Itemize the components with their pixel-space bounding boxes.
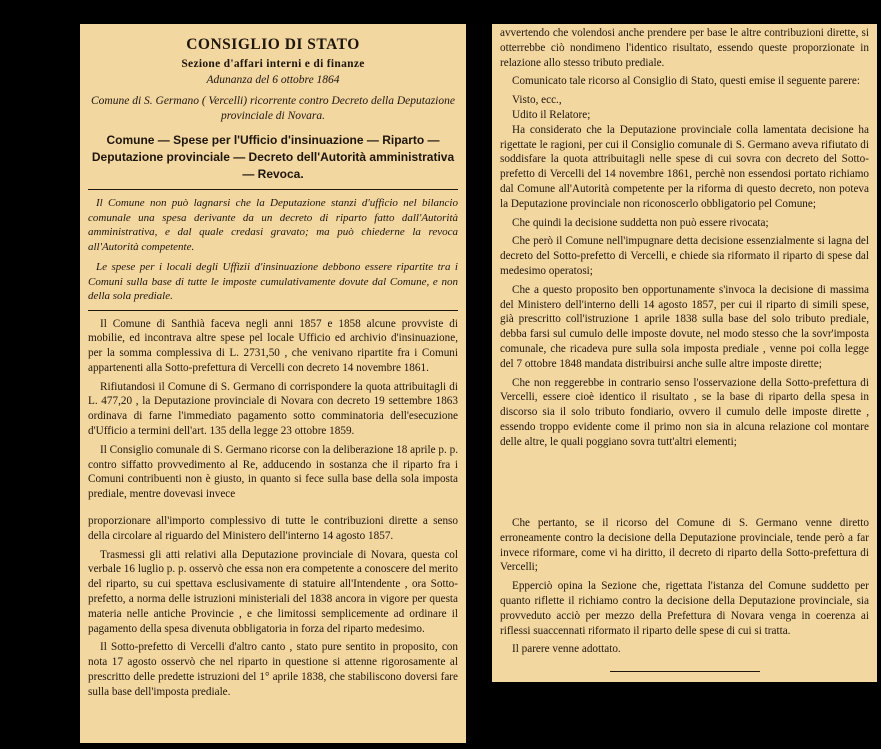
article-column-top-left xyxy=(80,24,466,514)
paragraph: Il Sotto-prefetto di Vercelli d'altro canto , stato pure sentito in proposito, con nota 17 agosto osservò che nel riparto in questione si attenne rigorosamente al prescritto delle predette istruzioni del 1° aprile 1838, che stabiliscono doversi fare sulla base dell'imposta prediale. xyxy=(88,641,458,698)
paragraph: Il Comune di Santhià faceva negli anni 1857 e 1858 alcune provviste di mobilie, ed incontrava altre spese pel locale Ufficio ed archivio d'insinuazione, per la somma complessiva di L. 2731,50 , che venivano ripartite fra i Comuni appartenenti alla Sotto-prefettura di Vercelli con decreto 14 novembre 1861. xyxy=(88,317,458,374)
paragraph: Trasmessi gli atti relativi alla Deputazione provinciale di Novara, questa col verbale 16 luglio p. p. osservò che essa non era competente a conoscere del merito del riparto, su cui spettava esclusivamente di statuire all'Intendente , ora Sotto-prefetto, a norma delle istruzioni ministeriali del 1838 ancora in vigore per questa materia nelle antiche Provincie , e che limitossi semplicemente ad ordinare il pagamento della spesa divenuta obbligatoria in forza del riparto medesimo. xyxy=(88,548,458,635)
paragraph: Che non reggerebbe in contrario senso l'osservazione della Sotto-prefettura di Vercelli, essere cioè identico il risultato , se la base di riparto della spesa in discorso sia il solo tributo fondiario, ovvero il cumulo delle imposte dirette , essendo troppo evidente come il primo non sia in alcuna relazione col montare delle altre, le quali poggiano sovra tutt'altri elementi; xyxy=(500,376,869,448)
paragraph: Che a questo proposito ben opportunamente s'invoca la decisione di massima del Ministero dell'interno delli 14 agosto 1857, per cui il riparto di simili spese, già prescritto coll'istruzione 1 aprile 1838 sulla base del solo tributo prediale, debba farsi sul cumulo delle imposte dovute, nel modo stesso che la sovr'imposta comunale, che ricadeva pure sulla sola imposta prediale , venne poi colla legge del 7 ottobre 1848 mandata distribuirsi anche sulle altre imposte dirette; xyxy=(500,283,869,370)
section-heading: Sezione d'affari interni e di finanze xyxy=(181,58,365,70)
paragraph: Ha considerato che la Deputazione provinciale colla lamentata decisione ha rigettate le ragioni, per cui il Consiglio comunale di S. Germano aveva rifiutato di soddisfare la quota attribuitagli nelle spese di cui sovra con decreto del Sotto-prefetto di Vercelli del 14 novembre 1861, perchè non essendosi portato richiamo dal Comune all'Autorità competente per la riforma di questo decreto, non poteva la Deputazione provinciale non riconoscerlo obbligatorio pel Comune; xyxy=(500,123,869,210)
maxim-second: Le spese per i locali degli Uffizii d'insinuazione debbono essere ripartite tra i Comuni sulla base di tutte le imposte cumulativamente dovute dal Comune, e non della sola prediale. xyxy=(88,261,458,302)
end-rule xyxy=(610,671,760,672)
meeting-date: Adunanza del 6 ottobre 1864 xyxy=(206,74,340,86)
paragraph: Che però il Comune nell'impugnare detta decisione essenzialmente si lagna del decreto del Sotto-prefetto di Vercelli, e chiede sia riformato il riparto di spese dal medesimo operatosi; xyxy=(500,235,869,277)
paragraph: Che quindi la decisione suddetta non può essere rivocata; xyxy=(512,216,769,229)
article-column-bottom-left xyxy=(80,510,466,743)
paragraph: Il Consiglio comunale di S. Germano ricorse con la deliberazione 18 aprile p. p. contro siffatto provvedimento al Re, adducendo in sostanza che il riparto fra i Comuni contribuenti non è giusto, in quanto si fece sulla base della sola imposta prediale, mentre dovevasi invece xyxy=(88,443,458,501)
maxim-first: Il Comune non può lagnarsi che la Deputazione stanzi d'ufficio nel bilancio comunale una spesa derivante da un decreto di riparto fatto dall'Autorità amministrativa, e dal quale credasi gravato; ma può chiederne la revoca all'Autorità competente. xyxy=(88,197,458,253)
closing-line: Il parere venne adottato. xyxy=(512,643,621,656)
document-title: CONSIGLIO DI STATO xyxy=(186,36,360,53)
paragraph: avvertendo che volendosi anche prendere per base le altre contribuzioni dirette, si otterrebbe ciò nondimeno l'identico risultato, essendo queste proporzionate in relazione allo stesso tributo prediale. xyxy=(500,27,869,69)
relatore-line: Udito il Relatore; xyxy=(512,108,591,121)
paragraph: Epperciò opina la Sezione che, rigettata l'istanza del Comune suddetto per quanto riflette il richiamo contro la decisione della Deputazione provinciale, sia provveduto acciò per mezzo della Prefettura di Novara venga in coerenza ai riflessi suaccennati riformato il riparto delle spese di cui si tratta. xyxy=(500,580,869,637)
case-subject: Comune di S. Germano ( Vercelli) ricorrente contro Decreto della Deputazione provinciale di Novara. xyxy=(91,95,455,122)
article-column-top-right xyxy=(492,24,877,512)
visto-line: Visto, ecc., xyxy=(512,94,562,107)
article-column-bottom-right xyxy=(492,512,877,682)
paragraph: proporzionare all'importo complessivo di tutte le contribuzioni dirette a senso della circolare al riguardo del Ministero dell'interno 14 agosto 1857. xyxy=(88,515,458,542)
paragraph: Comunicato tale ricorso al Consiglio di Stato, questi emise il seguente parere: xyxy=(512,75,860,88)
divider xyxy=(88,189,458,190)
keywords-line: Comune — Spese per l'Ufficio d'insinuazione — Riparto — Deputazione provinciale — Decreto dell'Autorità amministrativa — Revoca. xyxy=(91,133,455,181)
divider xyxy=(88,310,458,311)
paragraph: Che pertanto, se il ricorso del Comune di S. Germano venne diretto erroneamente contro la decisione della Deputazione provinciale, tende però a far invece riformare, come vi ha diritto, il decreto di riparto della Sotto-prefettura di Vercelli; xyxy=(500,517,869,574)
paragraph: Rifiutandosi il Comune di S. Germano di corrispondere la quota attribuitagli di L. 477,20 , la Deputazione provinciale di Novara con decreto 19 settembre 1863 ordinava di farne l'immediato pagamento sotto comminatoria dell'esecuzione d'Ufficio a termini dell'art. 135 della legge 23 ottobre 1859. xyxy=(88,380,458,438)
